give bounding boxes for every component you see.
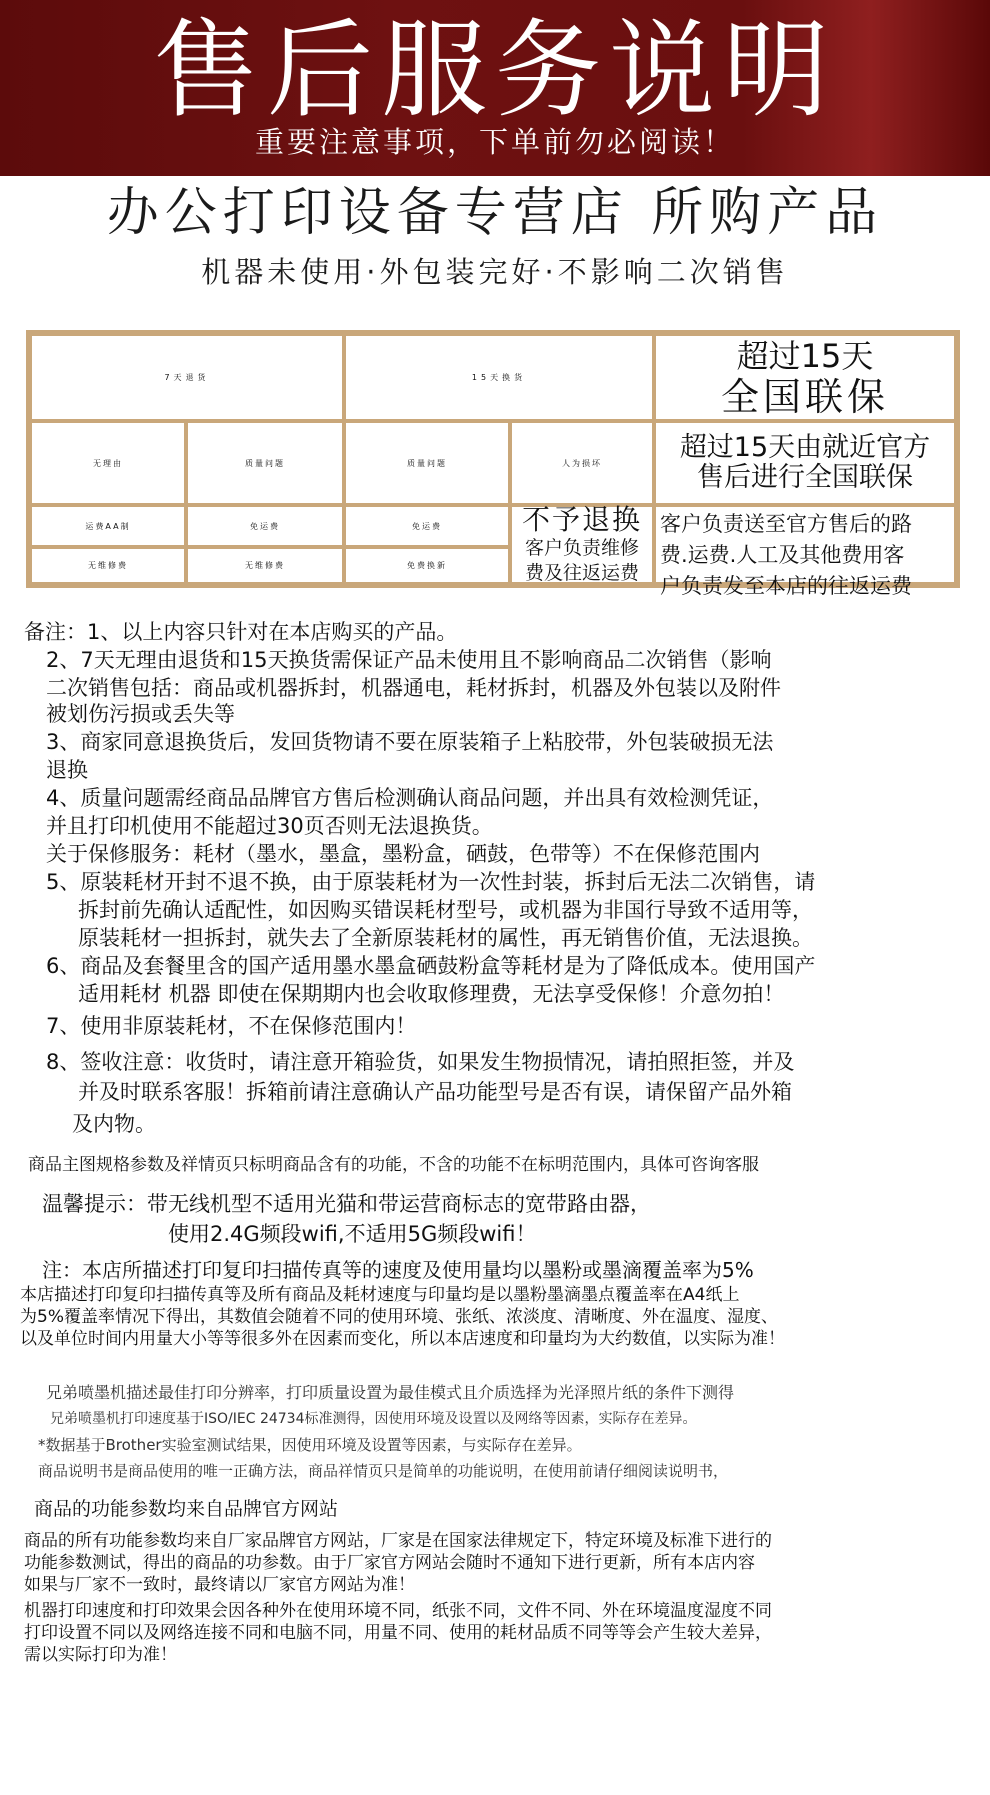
note-2-line3: 被划伤污损或丢失等 [46, 702, 235, 726]
main-image-note: 商品主图规格参数及祥情页只标明商品含有的功能，不含的功能不在标明范围内，具体可咨询客服 [28, 1155, 759, 1175]
env-line3: 需以实际打印为准！ [24, 1645, 177, 1665]
tip-line1: 温馨提示：带无线机型不适用光猫和带运营商标志的宽带路由器， [42, 1192, 651, 1216]
cell-warranty-desc-line1: 超过15天由就近官方 [679, 432, 931, 463]
brother-note-line3: *数据基于Brother实验室测试结果，因使用环境及设置等因素，与实际存在差异。 [38, 1436, 582, 1454]
params-line2: 功能参数测试，得出的商品的功参数。由于厂家官方网站会随时不通知下进行更新，所有本店内容 [24, 1553, 755, 1573]
cell-free-replacement: 免费换新 [344, 547, 510, 584]
header-warranty-line2: 全国联保 [720, 374, 889, 419]
cell-quality-issue-exchange: 质量问题 [344, 421, 510, 505]
env-line2: 打印设置不同以及网络连接不同和电脑不同，用量不同、使用的耗材品质不同等等会产生较大差异， [24, 1623, 772, 1643]
cell-warranty-desc-line2: 售后进行全国联保 [697, 462, 913, 493]
speed-note-line1: 本店描述打印复印扫描传真等及所有商品及耗材速度与印量均是以墨粉墨滴墨点覆盖率在A4纸上 [20, 1285, 740, 1305]
speed-note-line2: 为5%覆盖率情况下得出，其数值会随着不同的使用环境、张纸、浓淡度、清晰度、外在温度、湿度、 [20, 1307, 778, 1327]
manual-note: 商品说明书是商品使用的唯一正确方法，商品祥情页只是简单的功能说明，在使用前请仔细阅读说明书， [38, 1462, 729, 1480]
cell-no-repair-fee-return: 无维修费 [30, 547, 186, 584]
condition-line: 机器未使用·外包装完好·不影响二次销售 [201, 255, 789, 289]
cell-customer-costs-line3: 户负责发至本店的往返运费 [660, 574, 912, 598]
header-warranty [654, 334, 956, 421]
note-8-line2: 并及时联系客服！拆箱前请注意确认产品功能型号是否有误，请保留产品外箱 [78, 1080, 792, 1104]
service-table [26, 330, 960, 598]
cell-free-shipping-return: 免运费 [186, 505, 344, 547]
params-line1: 商品的所有功能参数均来自厂家品牌官方网站，厂家是在国家法律规定下，特定环境及标准下进行的 [24, 1531, 772, 1551]
cell-human-damage: 人为损坏 [510, 421, 654, 505]
cell-no-repair-fee-nr: 无维修费 [186, 547, 344, 584]
env-line1: 机器打印速度和打印效果会因各种外在使用环境不同，纸张不同，文件不同、外在环境温度湿度不同 [24, 1601, 772, 1621]
params-line3: 如果与厂家不一致时，最终请以厂家官方网站为准！ [24, 1575, 415, 1595]
cell-customer-costs-line2: 费.运费.人工及其他费用客 [660, 543, 905, 567]
note-5-line1: 5、原装耗材开封不退不换，由于原装耗材为一次性封装，拆封后无法二次销售，请 [46, 870, 816, 894]
header-warranty-line1: 超过15天 [736, 336, 874, 375]
cell-customer-repair-line1: 客户负责维修 [524, 537, 639, 559]
cell-no-return-label: 不予退换 [521, 503, 642, 536]
note-4-line2: 并且打印机使用不能超过30页否则无法退换货。 [46, 814, 493, 838]
note-7: 7、使用非原装耗材，不在保修范围内！ [46, 1014, 417, 1038]
note-8-line3: 及内物。 [72, 1112, 156, 1136]
speed-note-line3: 以及单位时间内用量大小等等很多外在因素而变化，所以本店速度和印量均为大约数值，以实际为准！ [20, 1329, 785, 1349]
header-15-day-exchange: 15天换货 [344, 334, 654, 421]
cell-no-return [510, 505, 654, 584]
cell-shipping-split: 运费AA制 [30, 505, 186, 547]
header-banner [0, 0, 990, 176]
note-1: 备注：1、以上内容只针对在本店购买的产品。 [24, 620, 458, 644]
note-6-line2: 适用耗材 机器 即使在保期期内也会收取修理费，无法享受保修！介意勿拍！ [78, 982, 785, 1006]
cell-customer-costs-line1: 客户负责送至官方售后的路 [660, 512, 912, 536]
cell-warranty-desc [654, 421, 956, 505]
page-subtitle: 重要注意事项，下单前勿必阅读！ [254, 125, 735, 159]
brother-note-line2: 兄弟喷墨机打印速度基于ISO/IEC 24734标准测得，因使用环境及设置以及网络等因素，实际存在差异。 [50, 1411, 697, 1427]
note-warranty-scope: 关于保修服务：耗材（墨水，墨盒，墨粉盒，硒鼓，色带等）不在保修范围内 [46, 842, 760, 866]
cell-customer-costs [654, 505, 956, 598]
header-7-day-return: 7天退货 [30, 334, 344, 421]
note-6-line1: 6、商品及套餐里含的国产适用墨水墨盒硒鼓粉盒等耗材是为了降低成本。使用国产 [46, 954, 816, 978]
note-5-line3: 原装耗材一担拆封，就失去了全新原装耗材的属性，再无销售价值，无法退换。 [78, 926, 813, 950]
note-2-line2: 二次销售包括：商品或机器拆封，机器通电，耗材拆封，机器及外包装以及附件 [46, 676, 781, 700]
cell-customer-repair-line2: 费及往返运费 [524, 562, 639, 584]
note-5-line2: 拆封前先确认适配性，如因购买错误耗材型号，或机器为非国行导致不适用等， [78, 898, 813, 922]
brother-note-line1: 兄弟喷墨机描述最佳打印分辨率，打印质量设置为最佳模式且介质选择为光泽照片纸的条件下测得 [46, 1383, 735, 1402]
note-8-line1: 8、签收注意：收货时，请注意开箱验货，如果发生物损情况，请拍照拒签，并及 [46, 1050, 795, 1074]
note-3-line1: 3、商家同意退换货后，发回货物请不要在原装箱子上粘胶带，外包装破损无法 [46, 730, 774, 754]
note-2-line1: 2、7天无理由退货和15天换货需保证产品未使用且不影响商品二次销售（影响 [46, 648, 772, 672]
note-3-line2: 退换 [46, 758, 88, 782]
store-line: 办公打印设备专营店 所购产品 [106, 183, 884, 243]
speed-note-head: 注：本店所描述打印复印扫描传真等的速度及使用量均以墨粉或墨滴覆盖率为5% [42, 1258, 754, 1282]
note-4-line1: 4、质量问题需经商品品牌官方售后检测确认商品问题，并出具有效检测凭证， [46, 786, 774, 810]
params-heading: 商品的功能参数均来自品牌官方网站 [34, 1498, 339, 1520]
tip-line2: 使用2.4G频段wifi,不适用5G频段wifi！ [168, 1222, 537, 1246]
cell-quality-issue-return: 质量问题 [186, 421, 344, 505]
cell-free-shipping-exchange: 免运费 [344, 505, 510, 547]
cell-no-reason: 无理由 [30, 421, 186, 505]
page-title: 售后服务说明 [153, 9, 837, 132]
